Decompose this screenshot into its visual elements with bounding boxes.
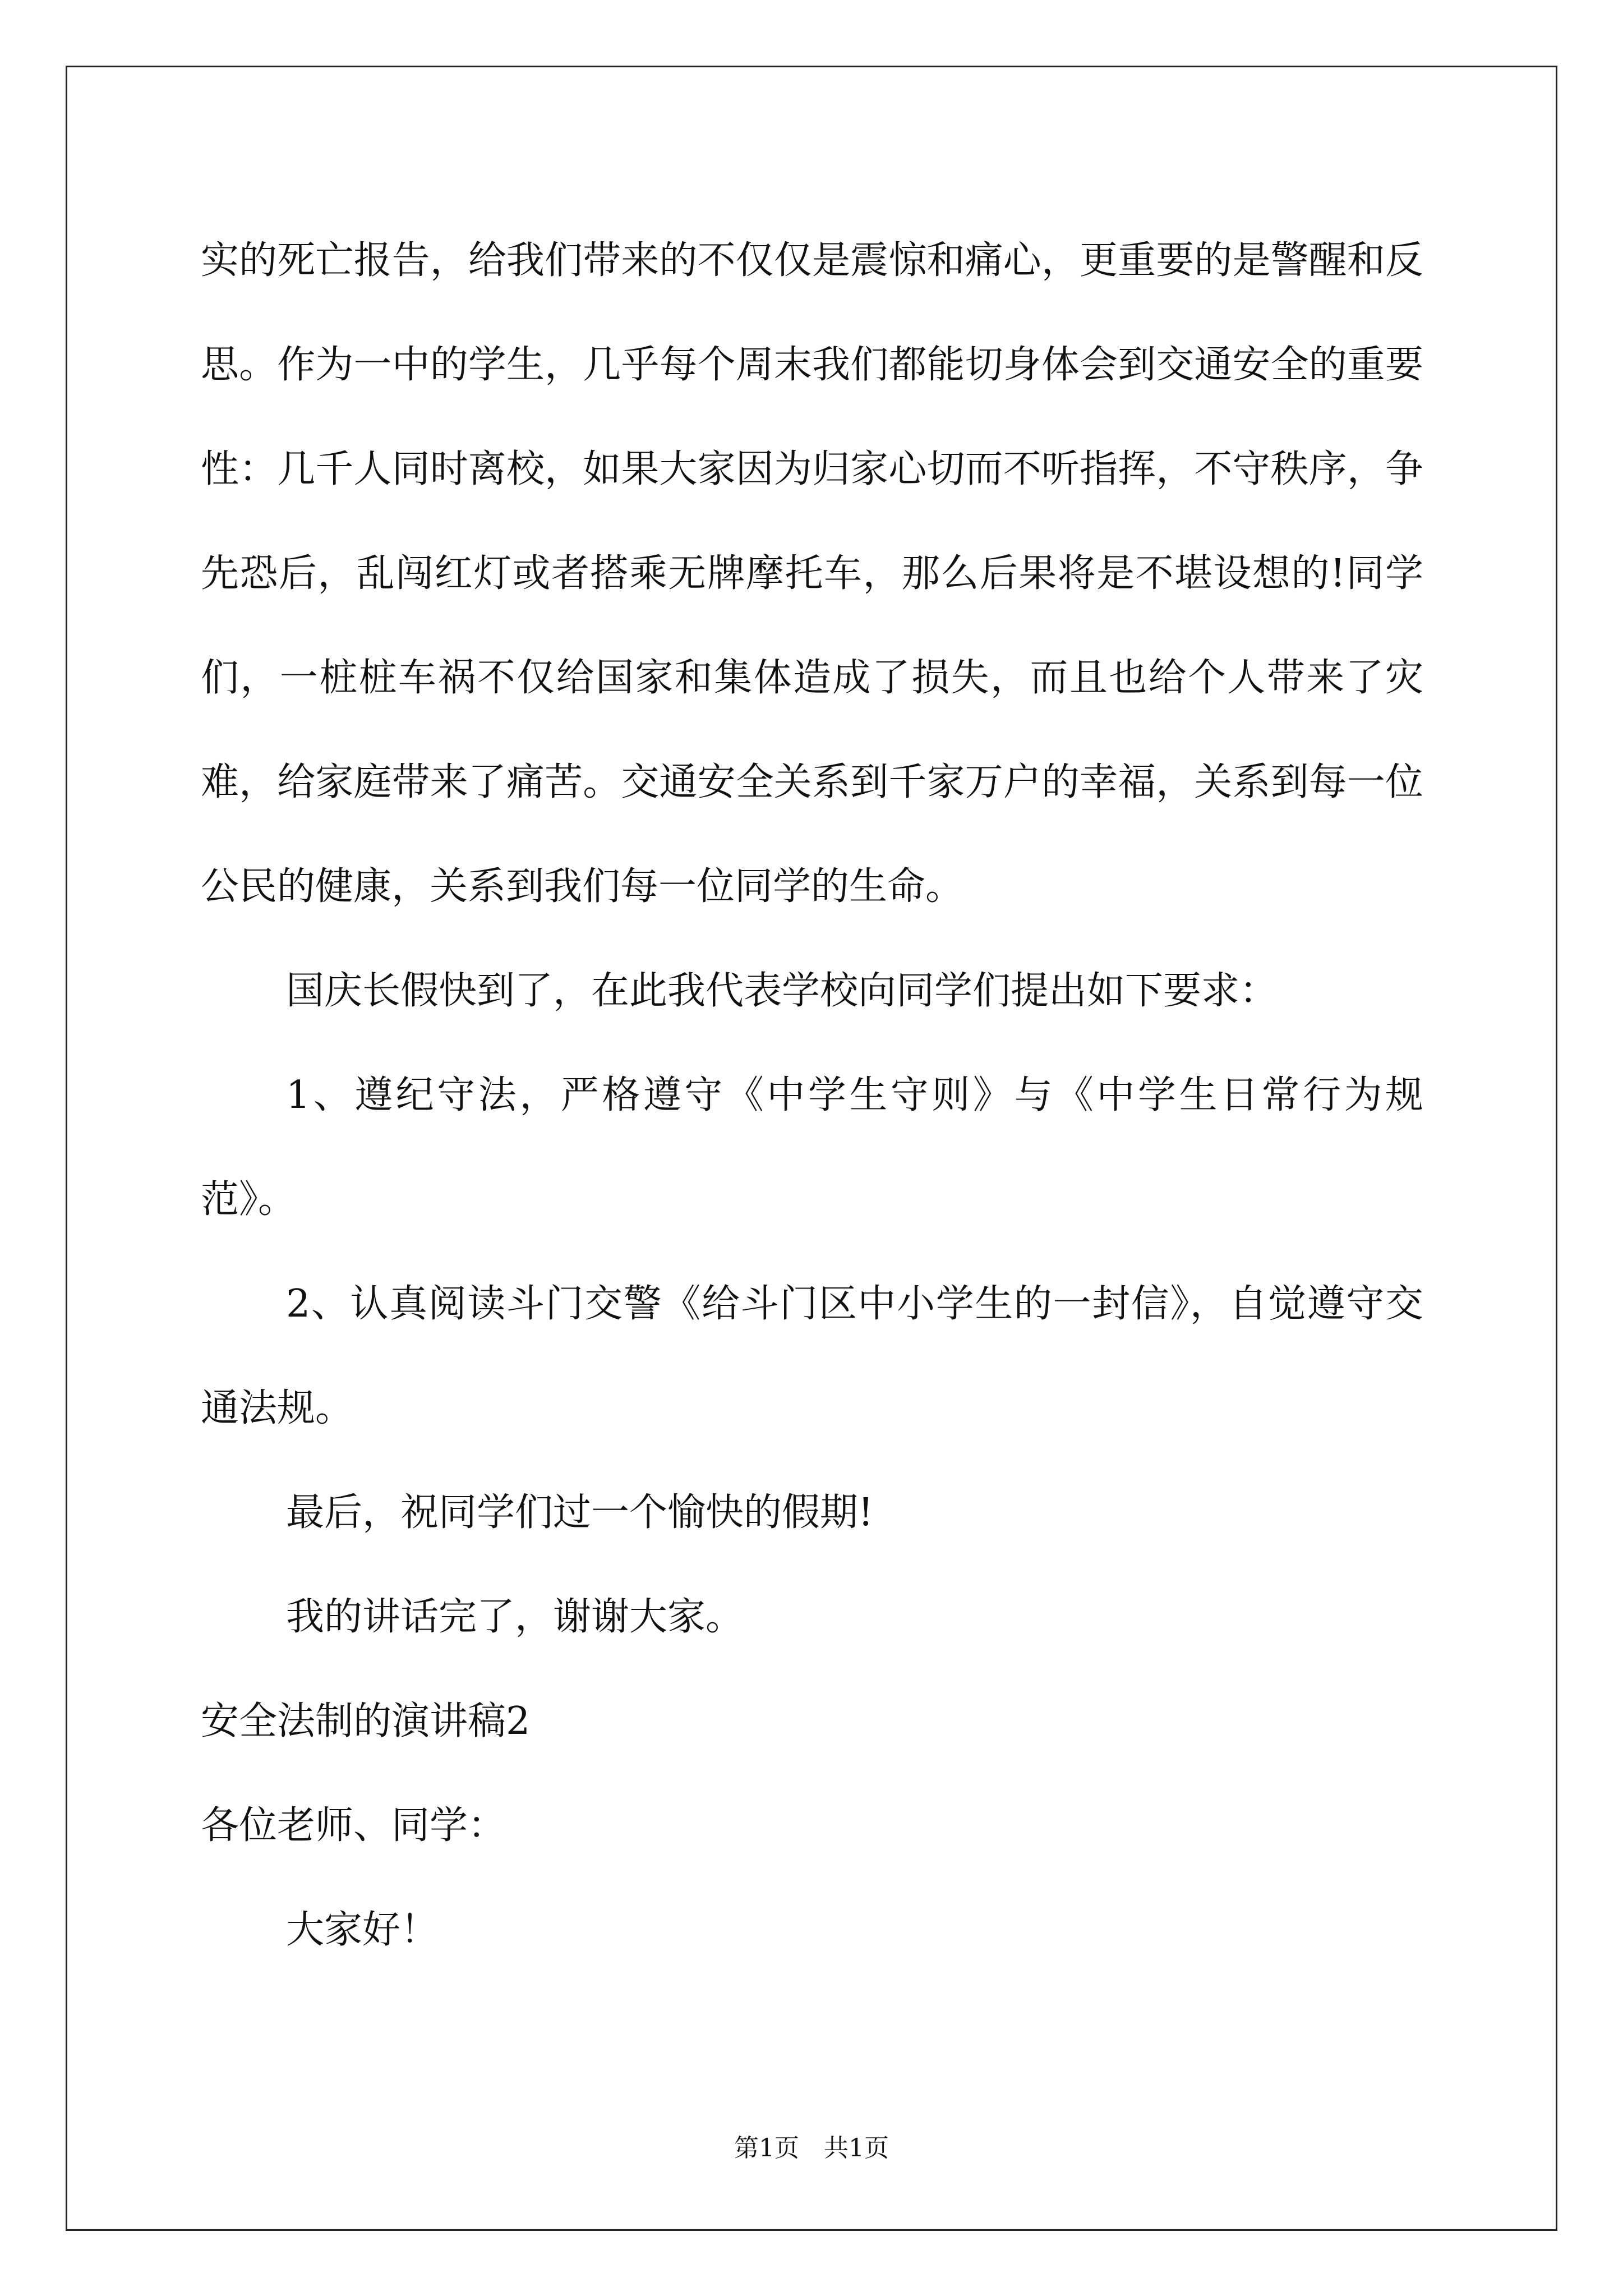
- paragraph-requirement-2: 2、认真阅读斗门交警《给斗门区中小学生的一封信》，自觉遵守交通法规。: [201, 1282, 1423, 1430]
- paragraph-requirement-1: 1、遵纪守法，严格遵守《中学生守则》与《中学生日常行为规范》。: [201, 1073, 1423, 1222]
- salutation: 各位老师、同学：: [201, 1803, 506, 1848]
- greeting: 大家好！: [286, 1908, 439, 1952]
- paragraph-holiday-notice: 国庆长假快到了，在此我代表学校向同学们提出如下要求：: [286, 969, 1278, 1013]
- page-number-footer: 第1页 共1页: [734, 2134, 889, 2162]
- paragraph-continuation: 实的死亡报告，给我们带来的不仅仅是震惊和痛心，更重要的是警醒和反思。作为一中的学生，几乎每个周末我们都能切身体会到交通安全的重要性：几千人同时离校，如果大家因为归家心切而不听指挥，不守秩序，争先恐后，乱闯红灯或者搭乘无牌摩托车，那么后果将是不堪设想的!同学们，一桩桩车祸不仅给国家和集体造成了损失，而且也给个人带来了灾难，给家庭带来了痛苦。交通安全关系到千家万户的幸福，关系到每一位公民的健康，关系到我们每一位同学的生命。: [201, 238, 1423, 909]
- paragraph-closing-wish: 最后，祝同学们过一个愉快的假期!: [286, 1490, 874, 1535]
- paragraph-thanks: 我的讲话完了，谢谢大家。: [286, 1595, 744, 1639]
- document-body: [201, 209, 1423, 1982]
- section-title: 安全法制的演讲稿2: [201, 1699, 531, 1743]
